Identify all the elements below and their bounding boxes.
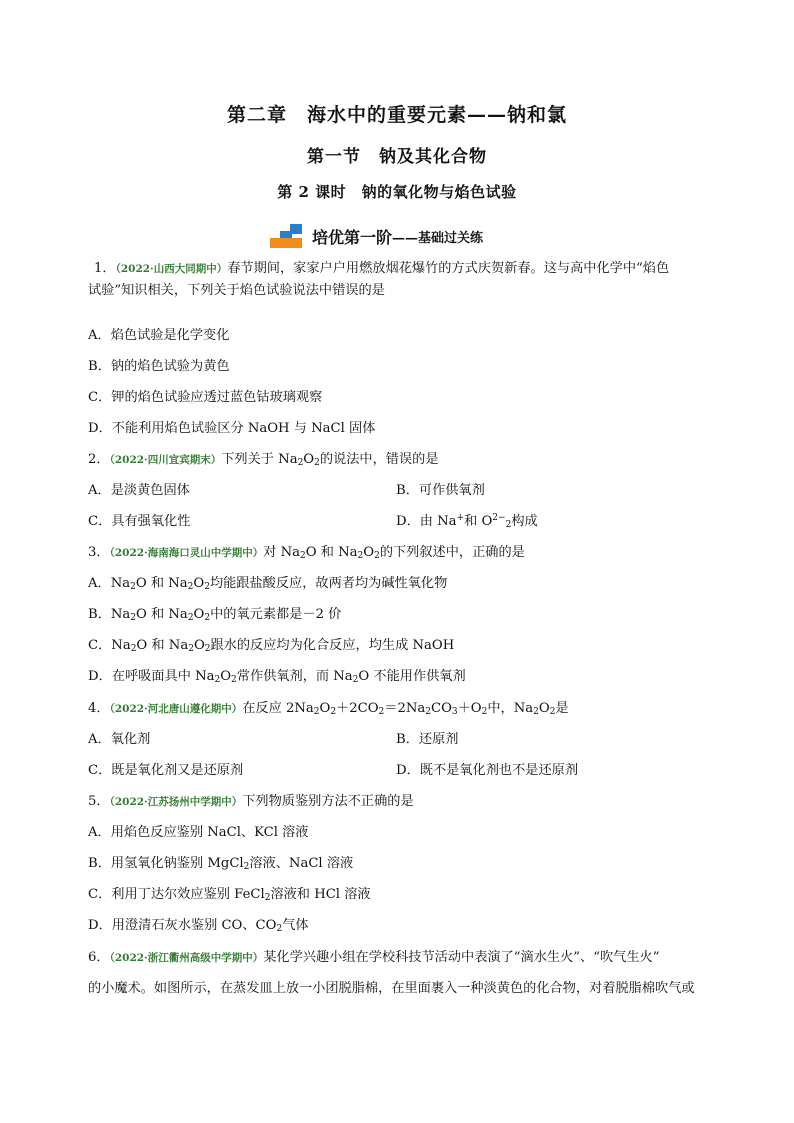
- q4-option-c: C．既是氧化剂又是还原剂: [88, 763, 244, 778]
- question-number: 4．: [88, 701, 110, 716]
- q5-option-a: A．用焰色反应鉴别 NaCl、KCl 溶液: [88, 825, 309, 840]
- section-title: 第一节 钠及其化合物: [307, 147, 487, 167]
- question-source: （2022·江苏扬州中学期中）: [109, 796, 243, 808]
- question-stem: 春节期间，家家户户用燃放烟花爆竹的方式庆贺新春。这与高中化学中“焰色: [227, 261, 670, 276]
- question-stem-cont: 试验”知识相关，下列关于焰色试验说法中错误的是: [88, 283, 385, 298]
- q3-option-c: C．$Na_2O$ 和 $Na_2O_2$跟水的反应均为化合反应，均生成 NaOH: [88, 638, 455, 654]
- level-subtitle: ——基础过关练: [392, 230, 484, 246]
- question-5: 5．（2022·江苏扬州中学期中）下列物质鉴别方法不正确的是: [88, 794, 414, 809]
- q2-option-d: D．由 Na+和 $O^{2-}_2$构成: [396, 513, 538, 530]
- question-source: （2022·河北唐山遵化期中）: [109, 703, 243, 715]
- q4-option-d: D．既不是氧化剂也不是还原剂: [396, 763, 579, 778]
- question-source: （2022·四川宜宾期末）: [109, 454, 222, 466]
- q5-option-c: C．利用丁达尔效应鉴别 FeCl$_2$溶液和 HCl 溶液: [88, 887, 371, 903]
- question-number: 2．: [88, 452, 110, 467]
- level-title: 培优第一阶: [312, 227, 393, 247]
- q3-option-a: A．$Na_2O$ 和 $Na_2O_2$均能跟盐酸反应，故两者均为碱性氧化物: [88, 576, 448, 592]
- question-1: [88, 236, 720, 302]
- q2-option-c: C．具有强氧化性: [88, 514, 191, 529]
- q4-option-b: B．还原剂: [396, 732, 459, 747]
- question-source: （2022·海南海口灵山中学期中）: [109, 547, 264, 559]
- q1-option-b: B．钠的焰色试验为黄色: [88, 359, 230, 374]
- q3-option-b: B．$Na_2O$ 和 $Na_2O_2$中的氧元素都是－2 价: [88, 607, 342, 623]
- question-2: 2．（2022·四川宜宾期末）下列关于 $Na_2O_2$的说法中，错误的是: [88, 452, 439, 468]
- q1-option-d: D．不能利用焰色试验区分 NaOH 与 NaCl 固体: [88, 421, 376, 436]
- question-stem: 某化学兴趣小组在学校科技节活动中表演了“滴水生火”、“吹气生火”: [263, 950, 660, 965]
- q5-option-b: B．用氢氧化钠鉴别 MgCl$_2$溶液、NaCl 溶液: [88, 856, 354, 872]
- question-number: 1．: [94, 261, 116, 276]
- question-6: [88, 947, 720, 1000]
- q1-option-a: A．焰色试验是化学变化: [88, 328, 230, 343]
- q5-option-d: D．用澄清石灰水鉴别 CO、$CO_2$气体: [88, 918, 309, 934]
- q2-option-a: A．是淡黄色固体: [88, 483, 190, 498]
- question-source: （2022·山西大同期中）: [115, 263, 228, 275]
- question-stem-cont: 的小魔术。如图所示，在蒸发皿上放一小团脱脂棉，在里面裹入一种淡黄色的化合物，对着脱脂棉吹气或: [88, 981, 695, 996]
- question-number: 3．: [88, 545, 110, 560]
- chapter-title: 第二章 海水中的重要元素——钠和氯: [226, 104, 567, 126]
- q2-option-b: B．可作供氧剂: [396, 483, 485, 498]
- q1-option-c: C．钾的焰色试验应透过蓝色钴玻璃观察: [88, 390, 323, 405]
- lesson-title: 第 2 课时 钠的氧化物与焰色试验: [277, 183, 517, 201]
- q3-option-d: D．在呼吸面具中 $Na_2O_2$常作供氧剂，而 $Na_2O$ 不能用作供氧剂: [88, 669, 466, 685]
- question-4: 4．（2022·河北唐山遵化期中）在反应 $2Na_2O_2+2CO_2=2Na_2CO_3+O_2$中，$Na_2O_2$是: [88, 701, 569, 717]
- question-number: 6．: [88, 950, 110, 965]
- question-number: 5．: [88, 794, 110, 809]
- question-3: 3．（2022·海南海口灵山中学期中）对 $Na_2O$ 和 $Na_2O_2$的下列叙述中，正确的是: [88, 545, 525, 561]
- q4-option-a: A．氧化剂: [88, 732, 151, 747]
- question-source: （2022·浙江衢州高级中学期中）: [109, 952, 264, 964]
